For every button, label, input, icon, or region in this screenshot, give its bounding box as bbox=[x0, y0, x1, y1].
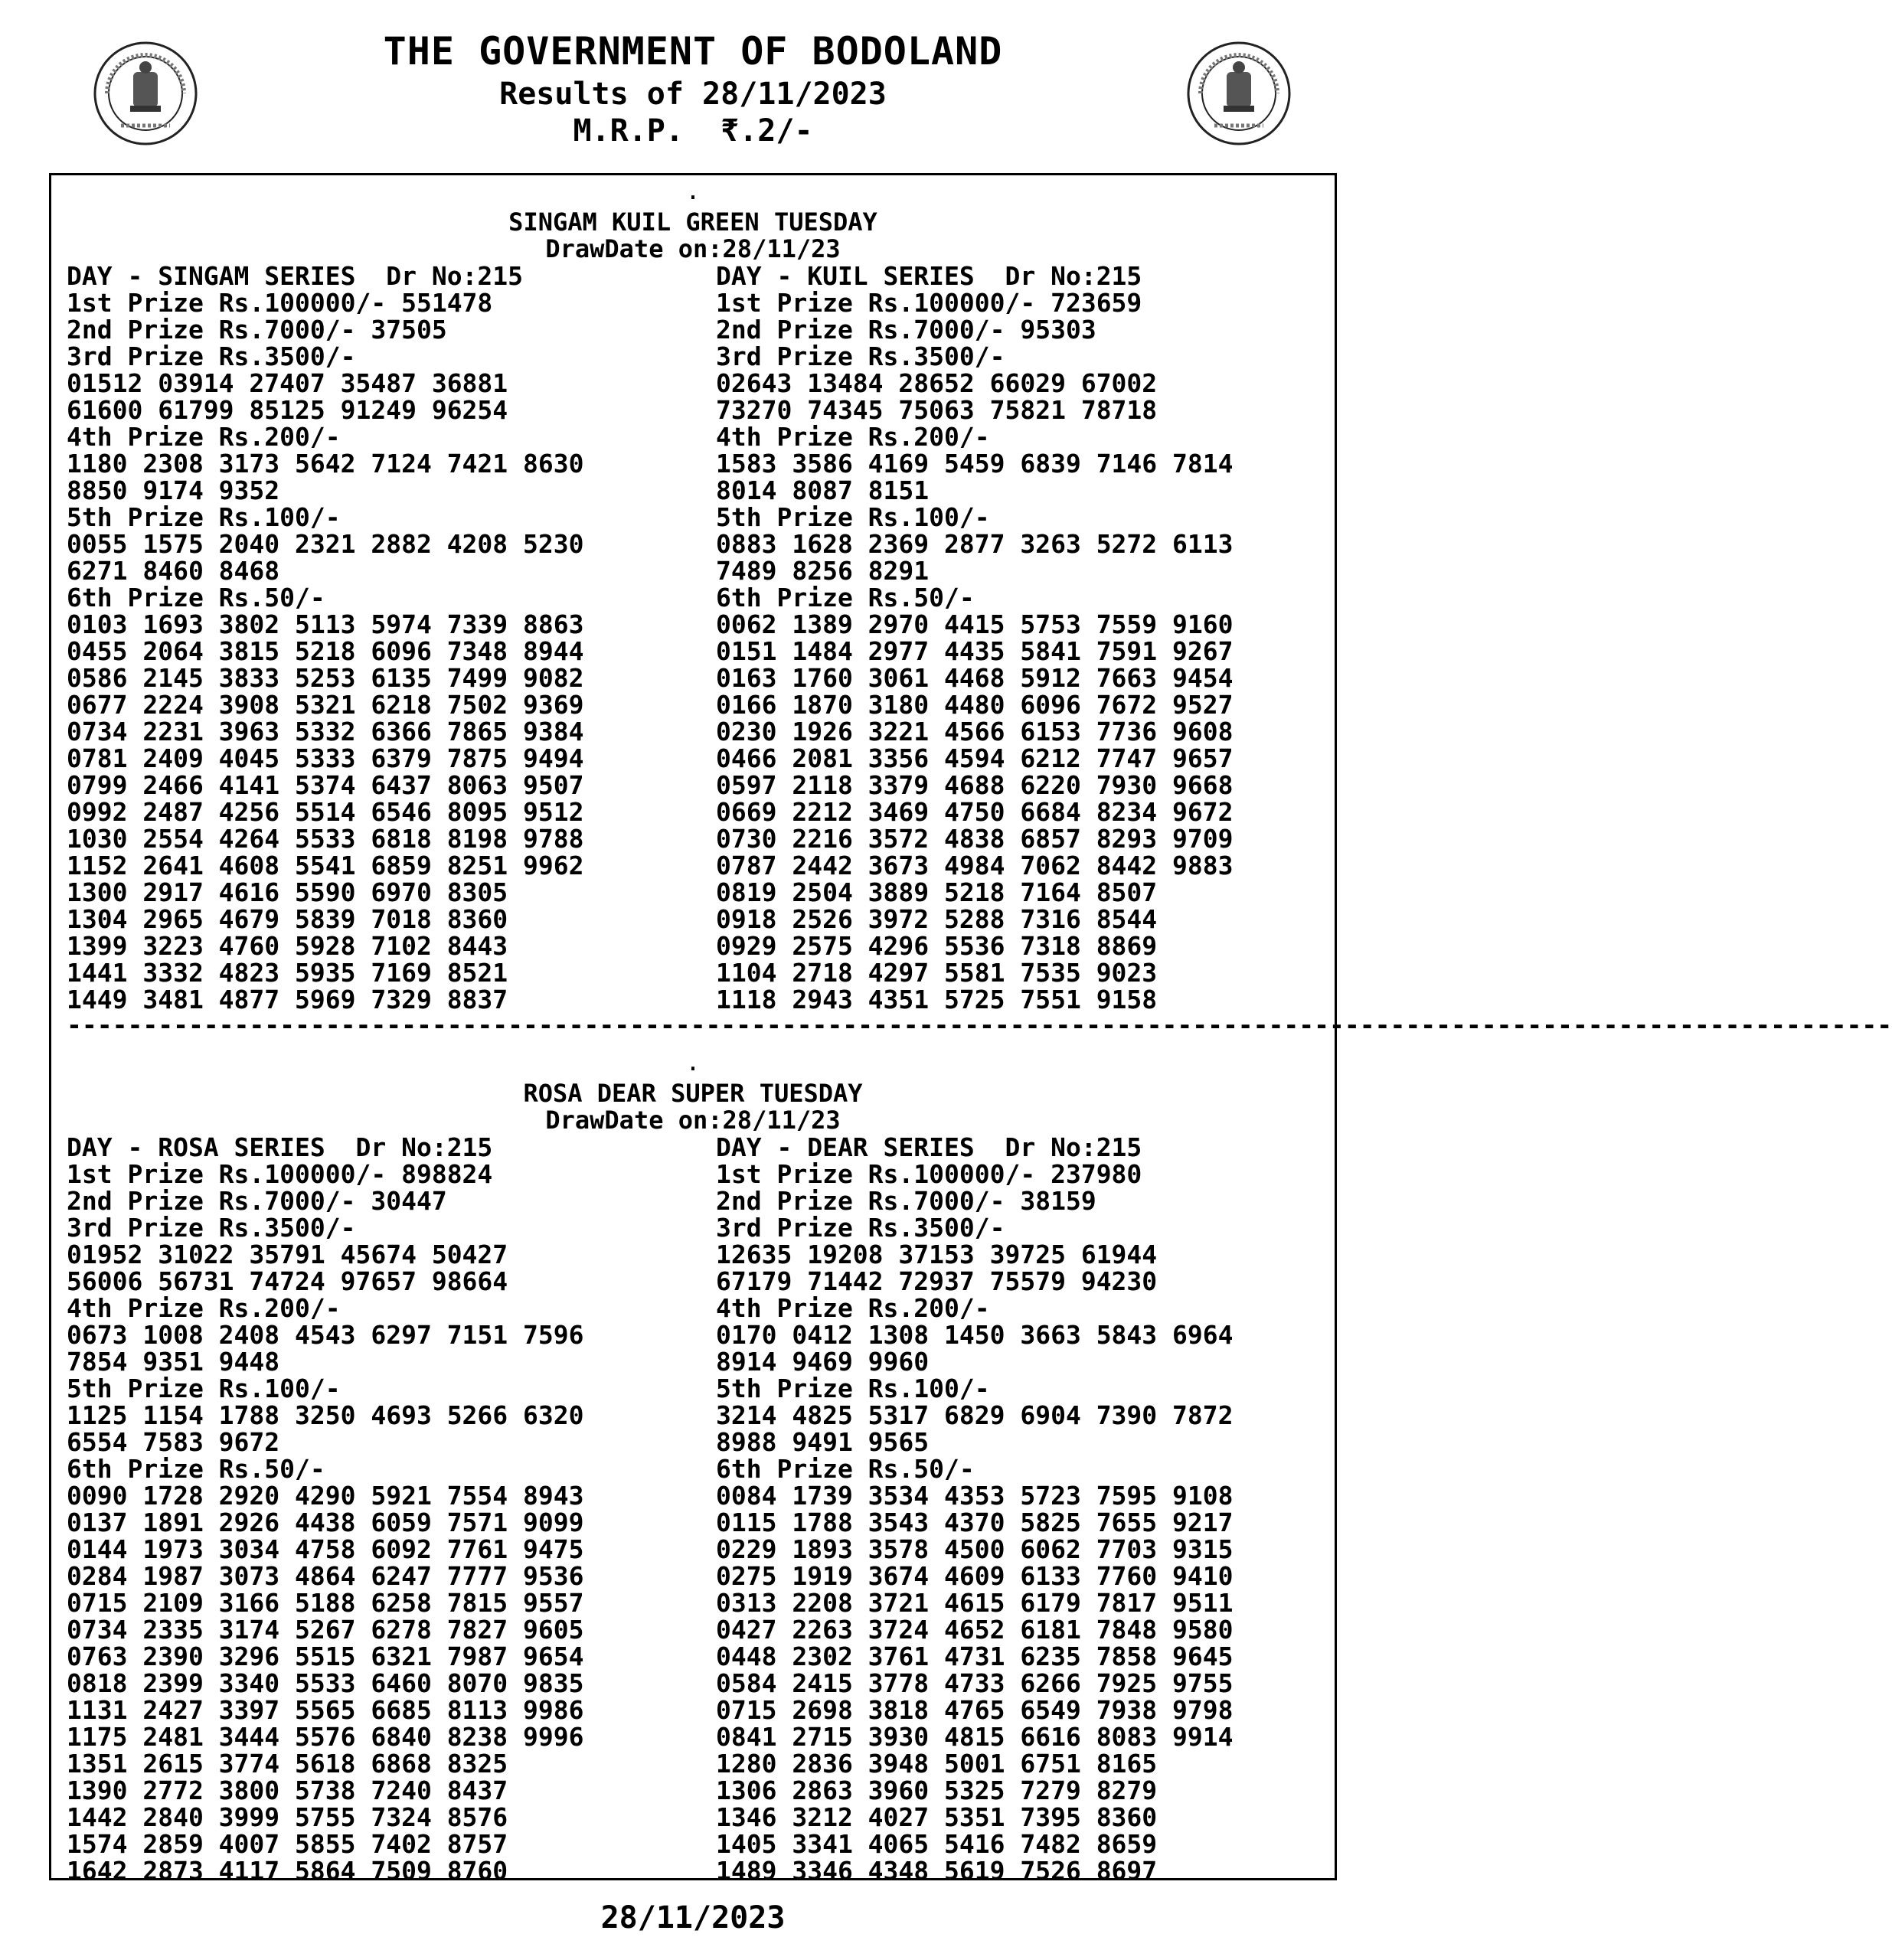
footer-date: 28/11/2023 bbox=[600, 1900, 786, 1936]
result-line: 01952 31022 35791 45674 50427 bbox=[67, 1240, 508, 1269]
result-line: 0455 2064 3815 5218 6096 7348 8944 bbox=[67, 636, 584, 666]
result-line: 0763 2390 3296 5515 6321 7987 9654 bbox=[67, 1642, 584, 1671]
series-column bbox=[716, 1134, 1234, 1884]
result-line: 01512 03914 27407 35487 36881 bbox=[67, 368, 508, 398]
result-line: 8850 9174 9352 bbox=[67, 475, 280, 505]
result-line: 3rd Prize Rs.3500/- bbox=[67, 1213, 356, 1243]
result-line: 0730 2216 3572 4838 6857 8293 9709 bbox=[716, 824, 1234, 854]
result-line: 1304 2965 4679 5839 7018 8360 bbox=[67, 904, 508, 934]
series-column bbox=[67, 1134, 584, 1884]
game-title: ROSA DEAR SUPER TUESDAY bbox=[523, 1079, 863, 1108]
result-line: 1st Prize Rs.100000/- 551478 bbox=[67, 288, 493, 318]
result-line: 0799 2466 4141 5374 6437 8063 9507 bbox=[67, 770, 584, 800]
result-line: 1300 2917 4616 5590 6970 8305 bbox=[67, 877, 508, 907]
result-line: 0062 1389 2970 4415 5753 7559 9160 bbox=[716, 609, 1234, 639]
result-line: 6271 8460 8468 bbox=[67, 556, 280, 586]
result-line: 8014 8087 8151 bbox=[716, 475, 930, 505]
result-line: 0673 1008 2408 4543 6297 7151 7596 bbox=[67, 1320, 584, 1350]
result-line: 0448 2302 3761 4731 6235 7858 9645 bbox=[716, 1642, 1234, 1671]
result-line: 7489 8256 8291 bbox=[716, 556, 930, 586]
draw-date: DrawDate on:28/11/23 bbox=[545, 234, 841, 263]
result-line: 0084 1739 3534 4353 5723 7595 9108 bbox=[716, 1481, 1234, 1511]
result-line: 6th Prize Rs.50/- bbox=[67, 1454, 325, 1484]
result-line: 12635 19208 37153 39725 61944 bbox=[716, 1240, 1158, 1269]
result-line: 0166 1870 3180 4480 6096 7672 9527 bbox=[716, 690, 1234, 720]
result-line: 0055 1575 2040 2321 2882 4208 5230 bbox=[67, 529, 584, 559]
result-line: 1441 3332 4823 5935 7169 8521 bbox=[67, 958, 508, 988]
result-line: 0819 2504 3889 5218 7164 8507 bbox=[716, 877, 1158, 907]
result-line: 1180 2308 3173 5642 7124 7421 8630 bbox=[67, 449, 584, 479]
result-line: 6th Prize Rs.50/- bbox=[67, 583, 325, 612]
result-line: 0466 2081 3356 4594 6212 7747 9657 bbox=[716, 743, 1234, 773]
result-line: 0584 2415 3778 4733 6266 7925 9755 bbox=[716, 1668, 1234, 1698]
series-column bbox=[716, 263, 1234, 1013]
result-line: 6th Prize Rs.50/- bbox=[716, 583, 975, 612]
result-line: 6554 7583 9672 bbox=[67, 1427, 280, 1457]
result-line: 4th Prize Rs.200/- bbox=[716, 422, 990, 452]
result-line: DAY - ROSA SERIES Dr No:215 bbox=[67, 1132, 493, 1162]
result-line: 0427 2263 3724 4652 6181 7848 9580 bbox=[716, 1615, 1234, 1645]
result-line: 0284 1987 3073 4864 6247 7777 9536 bbox=[67, 1561, 584, 1591]
result-line: 0230 1926 3221 4566 6153 7736 9608 bbox=[716, 717, 1234, 746]
dot-marker: . bbox=[685, 176, 701, 205]
section-separator: ------------------------------------------------------------------------------------------------------------------------ bbox=[67, 1010, 1892, 1040]
result-line: 0586 2145 3833 5253 6135 7499 9082 bbox=[67, 663, 584, 693]
result-line: 67179 71442 72937 75579 94230 bbox=[716, 1266, 1158, 1296]
result-line: 0144 1973 3034 4758 6092 7761 9475 bbox=[67, 1534, 584, 1564]
result-line: 0781 2409 4045 5333 6379 7875 9494 bbox=[67, 743, 584, 773]
result-line: 0929 2575 4296 5536 7318 8869 bbox=[716, 931, 1158, 961]
result-line: 5th Prize Rs.100/- bbox=[716, 502, 990, 532]
result-line: 5th Prize Rs.100/- bbox=[67, 502, 341, 532]
result-line: 0841 2715 3930 4815 6616 8083 9914 bbox=[716, 1722, 1234, 1752]
result-line: 2nd Prize Rs.7000/- 37505 bbox=[67, 315, 447, 345]
result-line: 1131 2427 3397 5565 6685 8113 9986 bbox=[67, 1695, 584, 1725]
result-line: 0715 2109 3166 5188 6258 7815 9557 bbox=[67, 1588, 584, 1618]
result-line: 1118 2943 4351 5725 7551 9158 bbox=[716, 985, 1158, 1014]
result-line: 0115 1788 3543 4370 5825 7655 9217 bbox=[716, 1508, 1234, 1537]
result-line: 4th Prize Rs.200/- bbox=[716, 1293, 990, 1323]
bodoland-seal-icon bbox=[1185, 40, 1292, 147]
bodoland-seal-icon bbox=[92, 40, 199, 147]
result-line: 0715 2698 3818 4765 6549 7938 9798 bbox=[716, 1695, 1234, 1725]
result-line: 0597 2118 3379 4688 6220 7930 9668 bbox=[716, 770, 1234, 800]
result-line: 1280 2836 3948 5001 6751 8165 bbox=[716, 1749, 1158, 1779]
series-column bbox=[67, 263, 584, 1013]
result-line: 1st Prize Rs.100000/- 898824 bbox=[67, 1159, 493, 1189]
result-line: 61600 61799 85125 91249 96254 bbox=[67, 395, 508, 425]
result-line: 1104 2718 4297 5581 7535 9023 bbox=[716, 958, 1158, 988]
result-line: 7854 9351 9448 bbox=[67, 1347, 280, 1377]
result-line: 1175 2481 3444 5576 6840 8238 9996 bbox=[67, 1722, 584, 1752]
result-line: 0787 2442 3673 4984 7062 8442 9883 bbox=[716, 851, 1234, 880]
dot-marker: . bbox=[685, 1047, 701, 1076]
result-line: 3rd Prize Rs.3500/- bbox=[716, 341, 1005, 371]
result-line: 1306 2863 3960 5325 7279 8279 bbox=[716, 1775, 1158, 1805]
result-line: 2nd Prize Rs.7000/- 95303 bbox=[716, 315, 1096, 345]
result-line: 1351 2615 3774 5618 6868 8325 bbox=[67, 1749, 508, 1779]
result-line: 1125 1154 1788 3250 4693 5266 6320 bbox=[67, 1400, 584, 1430]
result-line: DAY - KUIL SERIES Dr No:215 bbox=[716, 261, 1142, 291]
result-line: DAY - DEAR SERIES Dr No:215 bbox=[716, 1132, 1142, 1162]
result-line: 5th Prize Rs.100/- bbox=[716, 1374, 990, 1403]
result-line: 0137 1891 2926 4438 6059 7571 9099 bbox=[67, 1508, 584, 1537]
result-line: 1642 2873 4117 5864 7509 8760 bbox=[67, 1856, 508, 1886]
result-line: 0992 2487 4256 5514 6546 8095 9512 bbox=[67, 797, 584, 827]
page-title: THE GOVERNMENT OF BODOLAND bbox=[383, 29, 1003, 74]
result-line: 1030 2554 4264 5533 6818 8198 9788 bbox=[67, 824, 584, 854]
result-line: 6th Prize Rs.50/- bbox=[716, 1454, 975, 1484]
result-line: 1346 3212 4027 5351 7395 8360 bbox=[716, 1802, 1158, 1832]
result-line: 0163 1760 3061 4468 5912 7663 9454 bbox=[716, 663, 1234, 693]
result-line: 5th Prize Rs.100/- bbox=[67, 1374, 341, 1403]
result-line: 1449 3481 4877 5969 7329 8837 bbox=[67, 985, 508, 1014]
result-line: 8914 9469 9960 bbox=[716, 1347, 930, 1377]
result-line: 1405 3341 4065 5416 7482 8659 bbox=[716, 1829, 1158, 1859]
result-line: 0170 0412 1308 1450 3663 5843 6964 bbox=[716, 1320, 1234, 1350]
results-box bbox=[49, 173, 1892, 1886]
result-line: 0229 1893 3578 4500 6062 7703 9315 bbox=[716, 1534, 1234, 1564]
result-line: 0918 2526 3972 5288 7316 8544 bbox=[716, 904, 1158, 934]
result-line: 4th Prize Rs.200/- bbox=[67, 1293, 341, 1323]
result-line: 3rd Prize Rs.3500/- bbox=[716, 1213, 1005, 1243]
mrp-price: M.R.P. ₹.2/- bbox=[573, 113, 813, 149]
result-line: 3rd Prize Rs.3500/- bbox=[67, 341, 356, 371]
result-line: 4th Prize Rs.200/- bbox=[67, 422, 341, 452]
result-line: 0883 1628 2369 2877 3263 5272 6113 bbox=[716, 529, 1234, 559]
result-line: 0151 1484 2977 4435 5841 7591 9267 bbox=[716, 636, 1234, 666]
result-line: 1489 3346 4348 5619 7526 8697 bbox=[716, 1856, 1158, 1886]
result-line: 1574 2859 4007 5855 7402 8757 bbox=[67, 1829, 508, 1859]
game-title: SINGAM KUIL GREEN TUESDAY bbox=[508, 207, 877, 237]
result-line: 1152 2641 4608 5541 6859 8251 9962 bbox=[67, 851, 584, 880]
result-line: 02643 13484 28652 66029 67002 bbox=[716, 368, 1158, 398]
result-line: DAY - SINGAM SERIES Dr No:215 bbox=[67, 261, 524, 291]
result-line: 0103 1693 3802 5113 5974 7339 8863 bbox=[67, 609, 584, 639]
result-line: 0677 2224 3908 5321 6218 7502 9369 bbox=[67, 690, 584, 720]
result-line: 1583 3586 4169 5459 6839 7146 7814 bbox=[716, 449, 1234, 479]
results-date-heading: Results of 28/11/2023 bbox=[499, 77, 887, 112]
result-line: 2nd Prize Rs.7000/- 30447 bbox=[67, 1186, 447, 1216]
result-line: 1390 2772 3800 5738 7240 8437 bbox=[67, 1775, 508, 1805]
result-line: 0669 2212 3469 4750 6684 8234 9672 bbox=[716, 797, 1234, 827]
result-line: 0275 1919 3674 4609 6133 7760 9410 bbox=[716, 1561, 1234, 1591]
result-line: 0734 2335 3174 5267 6278 7827 9605 bbox=[67, 1615, 584, 1645]
result-line: 0313 2208 3721 4615 6179 7817 9511 bbox=[716, 1588, 1234, 1618]
result-line: 3214 4825 5317 6829 6904 7390 7872 bbox=[716, 1400, 1234, 1430]
result-line: 56006 56731 74724 97657 98664 bbox=[67, 1266, 508, 1296]
result-line: 2nd Prize Rs.7000/- 38159 bbox=[716, 1186, 1096, 1216]
draw-date: DrawDate on:28/11/23 bbox=[545, 1106, 841, 1135]
result-line: 1st Prize Rs.100000/- 237980 bbox=[716, 1159, 1142, 1189]
result-line: 0734 2231 3963 5332 6366 7865 9384 bbox=[67, 717, 584, 746]
result-line: 0090 1728 2920 4290 5921 7554 8943 bbox=[67, 1481, 584, 1511]
result-line: 1442 2840 3999 5755 7324 8576 bbox=[67, 1802, 508, 1832]
result-line: 8988 9491 9565 bbox=[716, 1427, 930, 1457]
result-line: 0818 2399 3340 5533 6460 8070 9835 bbox=[67, 1668, 584, 1698]
result-line: 73270 74345 75063 75821 78718 bbox=[716, 395, 1158, 425]
result-line: 1st Prize Rs.100000/- 723659 bbox=[716, 288, 1142, 318]
result-line: 1399 3223 4760 5928 7102 8443 bbox=[67, 931, 508, 961]
